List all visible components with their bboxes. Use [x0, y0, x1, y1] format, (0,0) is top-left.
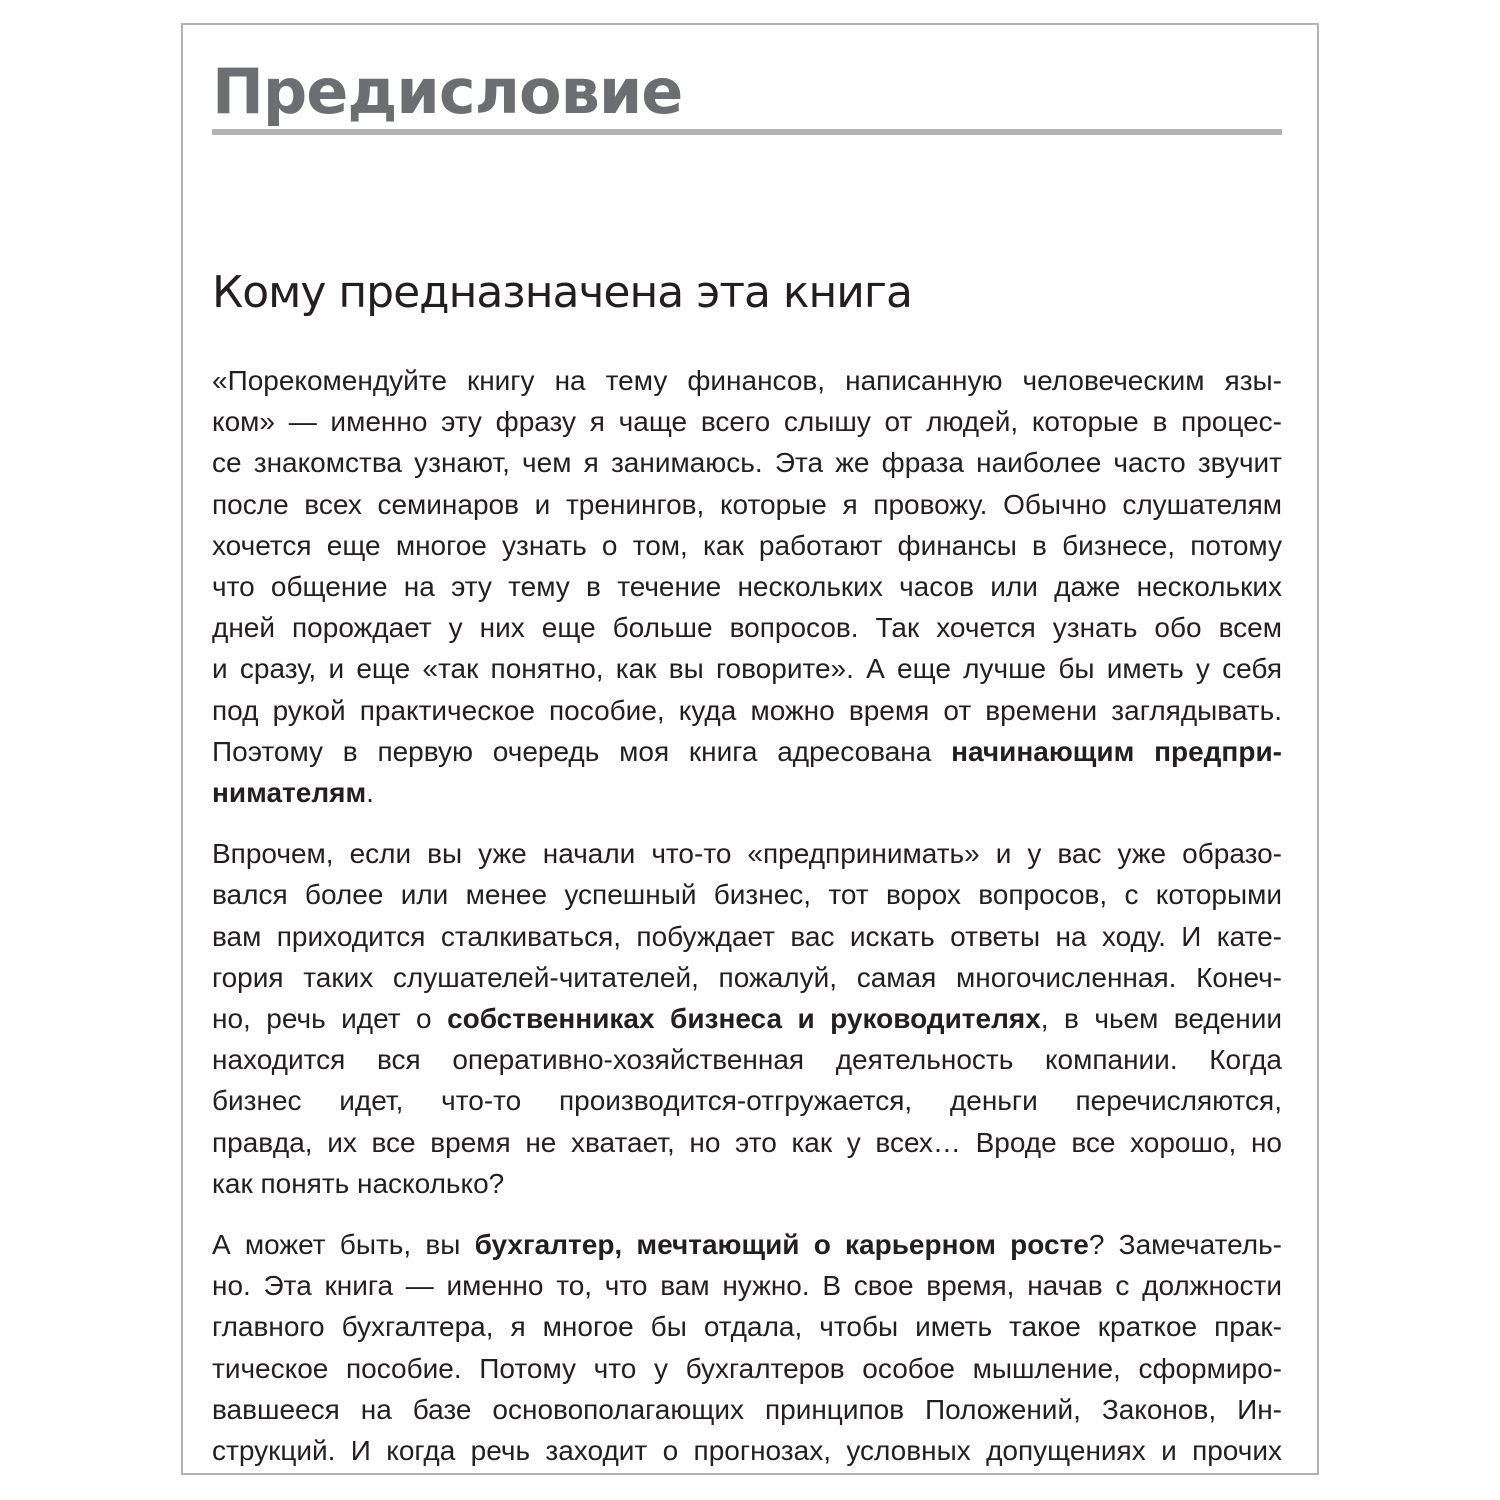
text-line: Впрочем, если вы уже начали что-то «предпринимать» и у вас уже образо-	[212, 838, 1282, 870]
text-line: вавшееся на базе основополагающих принципов Положений, Законов, Ин-	[212, 1393, 1282, 1425]
paragraph-1	[212, 360, 1282, 813]
paragraph-3	[212, 1224, 1282, 1471]
text-line: хочется еще многое узнать о том, как работают финансы в бизнесе, потому	[212, 529, 1282, 561]
text-line: правда, их все время не хватает, но это как у всех… Вроде все хорошо, но	[212, 1126, 1282, 1158]
emphasis-text: собственниках бизнеса и руководителях	[447, 1003, 1041, 1035]
text-segment: А может быть, вы	[212, 1229, 475, 1261]
text-line: бизнес идет, что-то производится-отгружается, деньги перечисляются,	[212, 1085, 1282, 1117]
text-line: главного бухгалтера, я многое бы отдала, чтобы иметь такое краткое прак-	[212, 1311, 1282, 1343]
text-line: «Порекомендуйте книгу на тему финансов, написанную человеческим язы-	[212, 365, 1282, 396]
text-line: се знакомства узнают, чем я занимаюсь. Эта же фраза наиболее часто звучит	[212, 447, 1282, 479]
paragraph-2	[212, 833, 1282, 1204]
text-line: ком» — именно эту фразу я чаще всего слышу от людей, которые в процес-	[212, 406, 1282, 438]
text-segment: ? Замечатель-	[1088, 1229, 1282, 1261]
text-line: гория таких слушателей-читателей, пожалуй, самая многочисленная. Конеч-	[212, 961, 1282, 993]
text-segment: но, речь идет о	[212, 1003, 448, 1035]
text-line	[212, 772, 1282, 813]
emphasis-text: нимателям	[212, 777, 367, 809]
text-line: что общение на эту тему в течение нескольких часов или даже нескольких	[212, 571, 1282, 603]
text-line: вался более или менее успешный бизнес, тот ворох вопросов, с которыми	[212, 879, 1282, 911]
emphasis-text: начинающим предпри-	[951, 735, 1282, 767]
text-line: тическое пособие. Потому что у бухгалтеров особое мышление, сформиро-	[212, 1352, 1282, 1384]
text-segment: , в чьем ведении	[1040, 1003, 1282, 1035]
chapter-title: Предисловие	[212, 55, 683, 128]
body-text	[212, 360, 1282, 1475]
text-line: дней порождает у них еще больше вопросов. Так хочется узнать обо всем	[212, 612, 1282, 644]
section-heading: Кому предназначена эта книга	[212, 267, 912, 318]
text-line: и сразу, и еще «так понятно, как вы говорите». А еще лучше бы иметь у себя	[212, 653, 1282, 685]
text-line	[212, 1224, 1282, 1265]
text-line: после всех семинаров и тренингов, которые я провожу. Обычно слушателям	[212, 488, 1282, 520]
text-line	[212, 731, 1282, 772]
text-line	[212, 998, 1282, 1039]
title-underline	[212, 129, 1282, 135]
text-segment: Поэтому в первую очередь моя книга адресована	[212, 735, 952, 767]
text-segment: .	[366, 777, 374, 809]
text-line: но. Эта книга — именно то, что вам нужно. В свое время, начав с должности	[212, 1270, 1282, 1302]
text-line: под рукой практическое пособие, куда можно время от времени заглядывать.	[212, 694, 1282, 726]
text-line: вам приходится сталкиваться, побуждает вас искать ответы на ходу. И кате-	[212, 920, 1282, 952]
text-line: струкций. И когда речь заходит о прогнозах, условных допущениях и прочих	[212, 1435, 1282, 1467]
text-line: находится вся оперативно-хозяйственная деятельность компании. Когда	[212, 1044, 1282, 1076]
text-line: как понять насколько?	[212, 1167, 505, 1199]
emphasis-text: бухгалтер, мечтающий о карьерном росте	[474, 1229, 1089, 1261]
book-page	[181, 23, 1319, 1475]
